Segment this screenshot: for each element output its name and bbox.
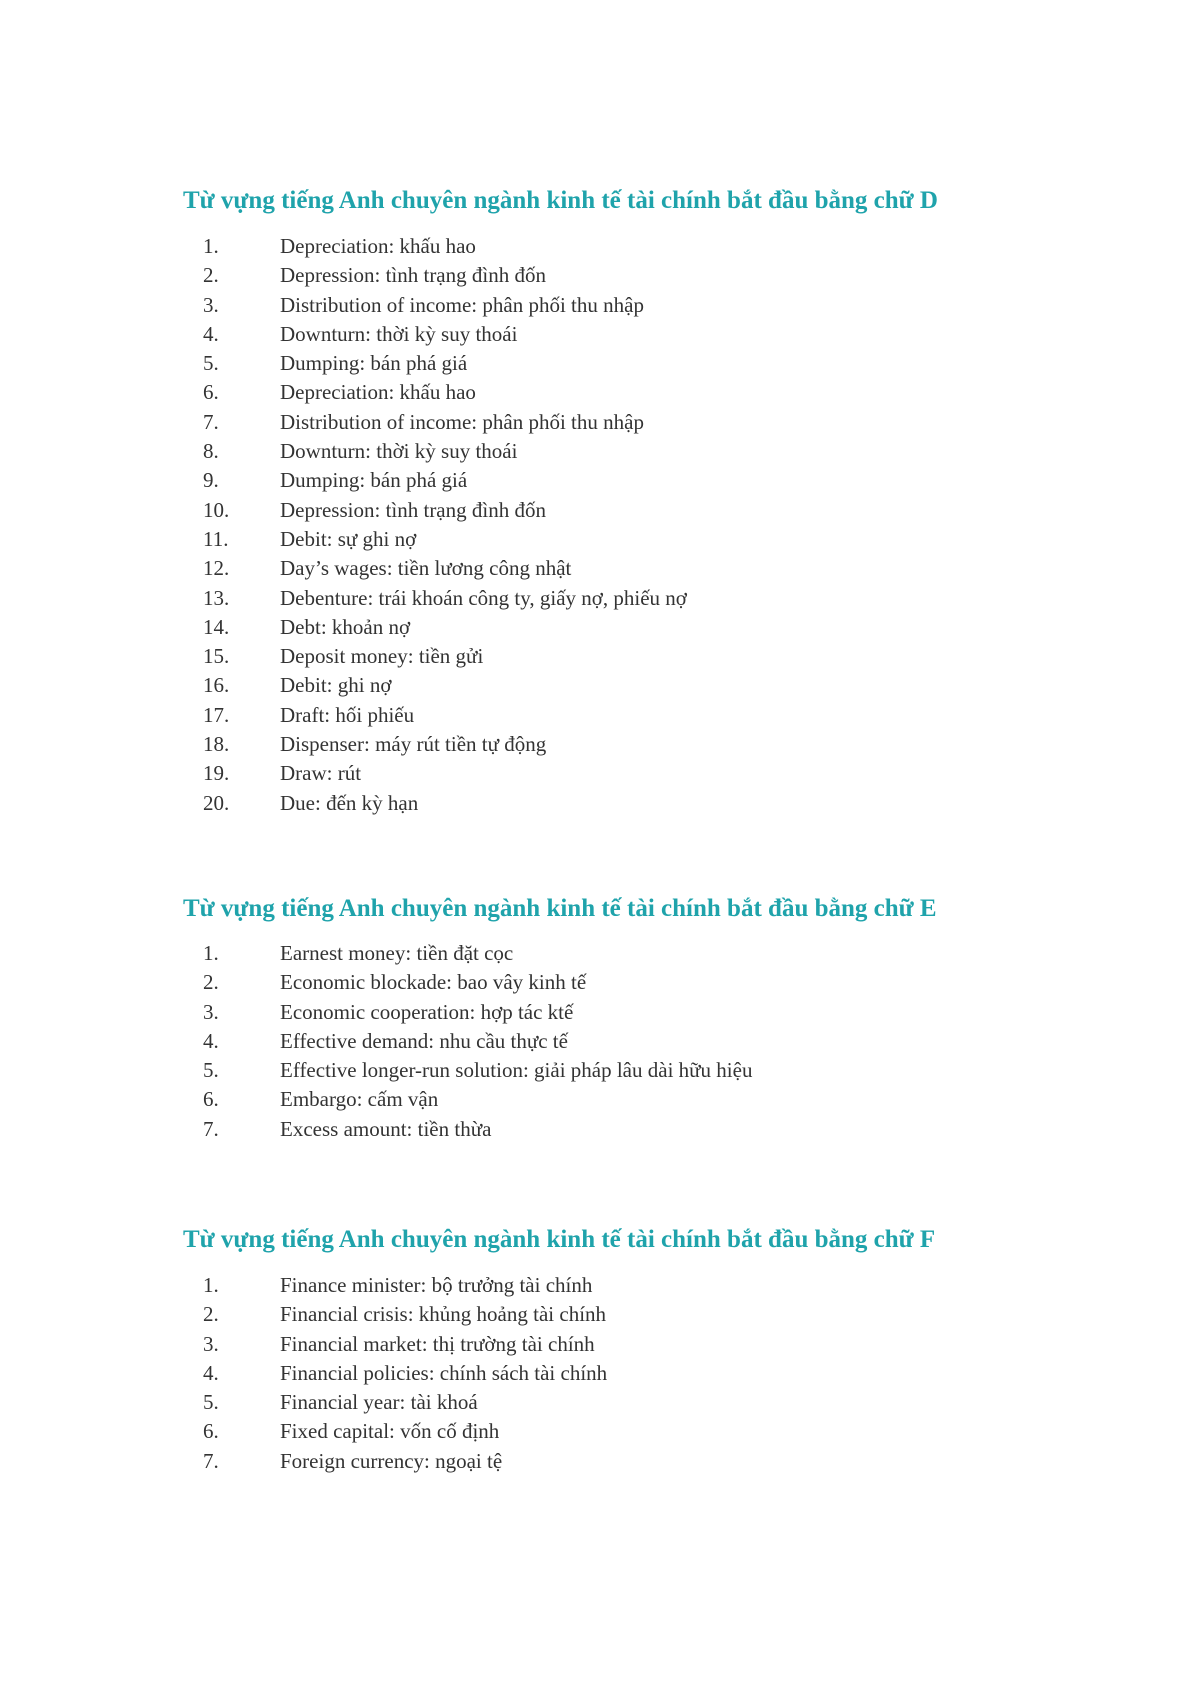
- list-item-text: Earnest money: tiền đặt cọc: [280, 941, 514, 965]
- list-item-number: 10.: [203, 497, 230, 522]
- list-item-text: Downturn: thời kỳ suy thoái: [280, 321, 518, 346]
- list-item-text: Economic blockade: bao vây kinh tế: [280, 970, 587, 995]
- list-item: [183, 671, 1033, 700]
- list-item-number: 5.: [203, 351, 219, 376]
- list-item: [183, 408, 1033, 437]
- list-item: [183, 759, 1033, 788]
- list-item: [183, 1359, 1033, 1388]
- list-item: [183, 437, 1033, 466]
- list-item-text: Depreciation: khấu hao: [280, 380, 476, 405]
- section-f: [183, 1222, 1033, 1476]
- list-item-text: Embargo: cấm vận: [280, 1087, 439, 1112]
- list-item-number: 6.: [203, 1419, 219, 1444]
- list-item-number: 1.: [203, 1273, 219, 1297]
- list-item-number: 8.: [203, 439, 219, 464]
- list-item: [183, 968, 1033, 997]
- list-item: [183, 291, 1033, 320]
- list-item-text: Fixed capital: vốn cố định: [280, 1419, 500, 1444]
- list-item-number: 15.: [203, 644, 230, 669]
- list-item: [183, 349, 1033, 378]
- list-item-text: Excess amount: tiền thừa: [280, 1116, 492, 1141]
- section-heading: Từ vựng tiếng Anh chuyên ngành kinh tế tài chính bắt đầu bằng chữ F: [183, 1226, 936, 1253]
- list-item: [183, 1388, 1033, 1417]
- list-item-text: Day’s wages: tiền lương công nhật: [280, 556, 572, 581]
- list-item-number: 12.: [203, 556, 230, 581]
- list-item-number: 9.: [203, 468, 219, 493]
- list-item-text: Distribution of income: phân phối thu nhập: [280, 292, 644, 317]
- list-item-text: Effective longer-run solution: giải pháp lâu dài hữu hiệu: [280, 1058, 753, 1083]
- list-item-number: 4.: [203, 1028, 219, 1053]
- list-item-number: 3.: [203, 292, 219, 317]
- list-item: [183, 466, 1033, 495]
- list-item: [183, 320, 1033, 349]
- list-item-text: Draft: hối phiếu: [280, 702, 415, 727]
- list-item-text: Debt: khoản nợ: [280, 614, 411, 639]
- list-item-text: Due: đến kỳ hạn: [280, 790, 419, 815]
- list-item-text: Dumping: bán phá giá: [280, 351, 468, 376]
- list-item-text: Debit: sự ghi nợ: [280, 526, 417, 551]
- list-item-text: Deposit money: tiền gửi: [280, 644, 484, 669]
- section-heading: Từ vựng tiếng Anh chuyên ngành kinh tế tài chính bắt đầu bằng chữ E: [183, 895, 937, 922]
- list-item: [183, 1056, 1033, 1085]
- list-item-text: Financial policies: chính sách tài chính: [280, 1360, 608, 1385]
- list-item-number: 3.: [203, 999, 219, 1024]
- list-item-text: Financial year: tài khoá: [280, 1390, 478, 1415]
- list-item: [183, 378, 1033, 407]
- list-item-number: 2.: [203, 263, 219, 288]
- list-item: [183, 1300, 1033, 1329]
- list-item: [183, 613, 1033, 642]
- vocab-list: [183, 1271, 1033, 1476]
- list-item-text: Dispenser: máy rút tiền tự động: [280, 732, 547, 757]
- list-item-number: 11.: [203, 526, 229, 551]
- list-item-text: Depression: tình trạng đình đốn: [280, 263, 546, 288]
- list-item: [183, 1085, 1033, 1114]
- list-item-text: Draw: rút: [280, 761, 362, 786]
- list-item: [183, 939, 1033, 968]
- list-item: [183, 998, 1033, 1027]
- list-item-text: Financial crisis: khủng hoảng tài chính: [280, 1302, 607, 1327]
- list-item-number: 18.: [203, 732, 230, 757]
- list-item: [183, 1417, 1033, 1446]
- list-item-number: 6.: [203, 380, 219, 405]
- list-item-text: Distribution of income: phân phối thu nhập: [280, 409, 644, 434]
- list-item-number: 7.: [203, 1448, 219, 1473]
- section-heading: Từ vựng tiếng Anh chuyên ngành kinh tế tài chính bắt đầu bằng chữ D: [183, 187, 938, 214]
- vocab-list: [183, 232, 1033, 818]
- list-item-number: 17.: [203, 702, 230, 727]
- list-item-number: 2.: [203, 970, 219, 995]
- list-item: [183, 1115, 1033, 1144]
- list-item: [183, 584, 1033, 613]
- list-item-text: Foreign currency: ngoại tệ: [280, 1448, 503, 1473]
- list-item-text: Economic cooperation: hợp tác ktế: [280, 999, 574, 1024]
- list-item-number: 16.: [203, 673, 230, 698]
- list-item-number: 1.: [203, 234, 219, 258]
- list-item-number: 19.: [203, 761, 230, 786]
- list-item: [183, 1271, 1033, 1300]
- list-item-number: 7.: [203, 1116, 219, 1141]
- list-item: [183, 1027, 1033, 1056]
- vocab-list: [183, 939, 1033, 1144]
- list-item: [183, 701, 1033, 730]
- list-item-number: 3.: [203, 1331, 219, 1356]
- list-item-number: 2.: [203, 1302, 219, 1327]
- list-item: [183, 1330, 1033, 1359]
- section-d: [183, 183, 1033, 818]
- list-item-text: Effective demand: nhu cầu thực tế: [280, 1028, 568, 1053]
- list-item-text: Dumping: bán phá giá: [280, 468, 468, 493]
- list-item-text: Debenture: trái khoán công ty, giấy nợ, phiếu nợ: [280, 585, 687, 610]
- list-item-number: 1.: [203, 941, 219, 965]
- list-item: [183, 261, 1033, 290]
- list-item-number: 5.: [203, 1058, 219, 1083]
- list-item: [183, 496, 1033, 525]
- list-item-number: 6.: [203, 1087, 219, 1112]
- list-item-number: 5.: [203, 1390, 219, 1415]
- list-item: [183, 554, 1033, 583]
- list-item: [183, 525, 1033, 554]
- list-item-number: 4.: [203, 321, 219, 346]
- list-item-number: 7.: [203, 409, 219, 434]
- list-item-number: 20.: [203, 790, 230, 815]
- list-item-text: Debit: ghi nợ: [280, 673, 392, 698]
- list-item: [183, 642, 1033, 671]
- section-e: [183, 891, 1033, 1144]
- list-item: [183, 1447, 1033, 1476]
- list-item-text: Finance minister: bộ trưởng tài chính: [280, 1273, 593, 1297]
- list-item-text: Financial market: thị trường tài chính: [280, 1331, 595, 1356]
- list-item-number: 13.: [203, 585, 230, 610]
- list-item: [183, 730, 1033, 759]
- list-item-text: Depression: tình trạng đình đốn: [280, 497, 546, 522]
- list-item-text: Downturn: thời kỳ suy thoái: [280, 439, 518, 464]
- list-item-number: 4.: [203, 1360, 219, 1385]
- list-item-number: 14.: [203, 614, 230, 639]
- list-item-text: Depreciation: khấu hao: [280, 234, 476, 258]
- list-item: [183, 789, 1033, 818]
- list-item: [183, 232, 1033, 261]
